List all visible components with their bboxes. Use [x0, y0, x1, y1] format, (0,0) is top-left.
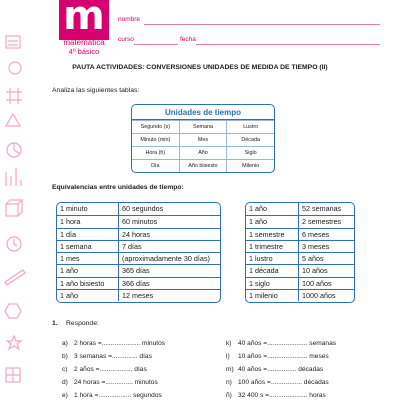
table-cell: 60 segundos: [118, 203, 220, 215]
subject-label: matemática: [63, 38, 105, 47]
table-cell: Siglo: [226, 147, 274, 159]
table-row: [57, 277, 220, 289]
table-cell: 60 minutos: [118, 216, 220, 227]
exercise-letter: m): [226, 366, 234, 373]
table-cell: 1 año: [60, 291, 78, 301]
date-line: [196, 44, 380, 45]
table-cell: Lustro: [226, 121, 274, 133]
date-label: fecha: [180, 36, 196, 43]
table-cell: 1 lustro: [249, 254, 273, 264]
cube-icon: [6, 204, 18, 216]
table-cell: Hora (h): [145, 150, 166, 156]
table-cell: 1 semana: [60, 241, 92, 251]
table-cell: 3 meses: [298, 241, 354, 252]
table-cell: 365 días: [118, 265, 220, 276]
exercise-item: [226, 340, 336, 347]
table-row: [246, 252, 354, 264]
exercise-letter: k): [226, 340, 232, 347]
exercise-text: 2 horas =..................... minutos: [74, 340, 166, 347]
exercise-item: [62, 379, 158, 386]
table-cell: 6 meses: [298, 229, 354, 240]
exercise-text: 32 400 s =..................... horas: [238, 392, 326, 399]
exercise-text: 1 hora =.................. segundos: [74, 392, 162, 399]
table-cell: 1 milenio: [249, 291, 278, 301]
table-cell: 1 década: [249, 266, 279, 276]
bar-chart-icon: [6, 168, 21, 186]
table-cell: 2 semestres: [298, 216, 354, 227]
exercise-item: [62, 340, 165, 347]
table-row: [132, 159, 274, 172]
table-cell: Década: [226, 134, 274, 146]
table-cell: (aproximadamente 30 días): [118, 253, 220, 264]
page-title: PAUTA ACTIVIDADES: CONVERSIONES UNIDADES DE MEDIDA DE TIEMPO (II): [72, 64, 328, 71]
table-row: [57, 264, 220, 276]
ruler-icon: [5, 270, 25, 285]
table-cell: 7 días: [118, 241, 220, 252]
exercise-text: 24 horas =............... minutos: [74, 379, 158, 386]
star-icon: [7, 336, 21, 349]
exercise-item: [62, 353, 152, 360]
exercise-letter: d): [62, 379, 68, 386]
exercise-letter: e): [62, 392, 68, 399]
table-cell: 52 semanas: [298, 203, 354, 215]
table-row: [246, 289, 354, 301]
table-cell: 1 semestre: [249, 229, 285, 239]
grade-label: 4º básico: [68, 47, 100, 56]
course-label: curso: [118, 36, 134, 43]
question-number: 1.: [52, 320, 58, 327]
table-cell: 1 año: [249, 217, 267, 227]
table-cell: 100 años: [298, 278, 354, 289]
table-cell: 1 año: [60, 266, 78, 276]
table-cell: 1 año bisiesto: [60, 278, 105, 288]
course-line: [134, 44, 178, 45]
table-cell: 12 meses: [118, 290, 220, 301]
units-table: [131, 104, 275, 173]
table-row: [246, 264, 354, 276]
brand-logo: [59, 0, 109, 40]
table-row: [246, 203, 354, 215]
exercise-item: [226, 353, 329, 360]
table-row: [246, 277, 354, 289]
exercise-text: 2 años =.................. días: [74, 366, 147, 373]
units-table-title: Unidades de tiempo: [132, 105, 274, 120]
exercise-item: [226, 392, 326, 399]
table-row: [57, 228, 220, 240]
table-cell: 1 mes: [60, 254, 80, 264]
table-cell: 1000 años: [298, 290, 354, 301]
intro-text: Analiza las siguientes tablas:: [52, 87, 140, 94]
calculator-icon: [6, 36, 20, 48]
triangle-icon: [6, 114, 20, 126]
table-cell: 24 horas: [118, 229, 220, 240]
decorative-icon-strip: [0, 0, 34, 400]
table-cell: Minuto (min): [140, 137, 171, 143]
table-cell: 5 años: [298, 253, 354, 264]
exercise-item: [62, 366, 147, 373]
table-cell: 1 día: [60, 229, 76, 239]
table-cell: Mes: [179, 134, 227, 146]
table-cell: 1 año: [249, 204, 267, 213]
table-cell: 1 minuto: [60, 204, 88, 213]
table-row: [57, 252, 220, 264]
abacus-icon: [6, 88, 22, 104]
table-row: [132, 133, 274, 146]
table-cell: 1 hora: [60, 217, 81, 227]
table-cell: Año: [179, 147, 227, 159]
table-cell: Segundo (s): [140, 124, 171, 130]
table-cell: 1 trimestre: [249, 241, 283, 251]
table-cell: 10 años: [298, 265, 354, 276]
logo-letter: m: [63, 0, 105, 39]
table-cell: Semana: [179, 121, 227, 133]
name-line: [144, 24, 380, 25]
table-row: [57, 203, 220, 215]
exercise-item: [62, 392, 162, 399]
exercise-text: 40 años =...................... semanas: [238, 340, 337, 347]
exercise-text: 3 semanas =.............. días: [74, 353, 152, 360]
exercise-item: [226, 379, 329, 386]
exercise-text: 40 años =................ décadas: [238, 366, 324, 373]
table-row: [246, 228, 354, 240]
exercise-letter: c): [62, 366, 68, 373]
exercise-item: [226, 366, 323, 373]
exercise-text: 100 años =................. décadas: [238, 379, 329, 386]
table-cell: 366 días: [118, 278, 220, 289]
table-row: [246, 240, 354, 252]
exercise-letter: a): [62, 340, 68, 347]
table-cell: Milenio: [226, 160, 274, 172]
exercise-letter: b): [62, 353, 68, 360]
exercise-letter: ñ): [226, 392, 232, 399]
name-label: nombre: [118, 16, 141, 23]
equivalences-label: Equivalencias entre unidades de tiempo:: [52, 184, 184, 191]
table-cell: Día: [151, 163, 160, 169]
table-row: [57, 289, 220, 301]
exercise-letter: n): [226, 379, 232, 386]
table-row: [57, 215, 220, 227]
table-cell: 1 siglo: [249, 278, 270, 288]
exercise-text: 10 años =...................... meses: [238, 353, 329, 360]
equivalences-table-right: [245, 202, 355, 303]
exercise-letter: l): [226, 353, 230, 360]
question-instruction: Responde:: [66, 320, 99, 327]
table-row: [246, 215, 354, 227]
table-cell: Año bisiesto: [179, 160, 227, 172]
table-row: [57, 240, 220, 252]
equivalences-table-left: [56, 202, 221, 303]
table-row: [132, 146, 274, 159]
table-row: [132, 120, 274, 133]
hexagon-icon: [5, 304, 21, 318]
